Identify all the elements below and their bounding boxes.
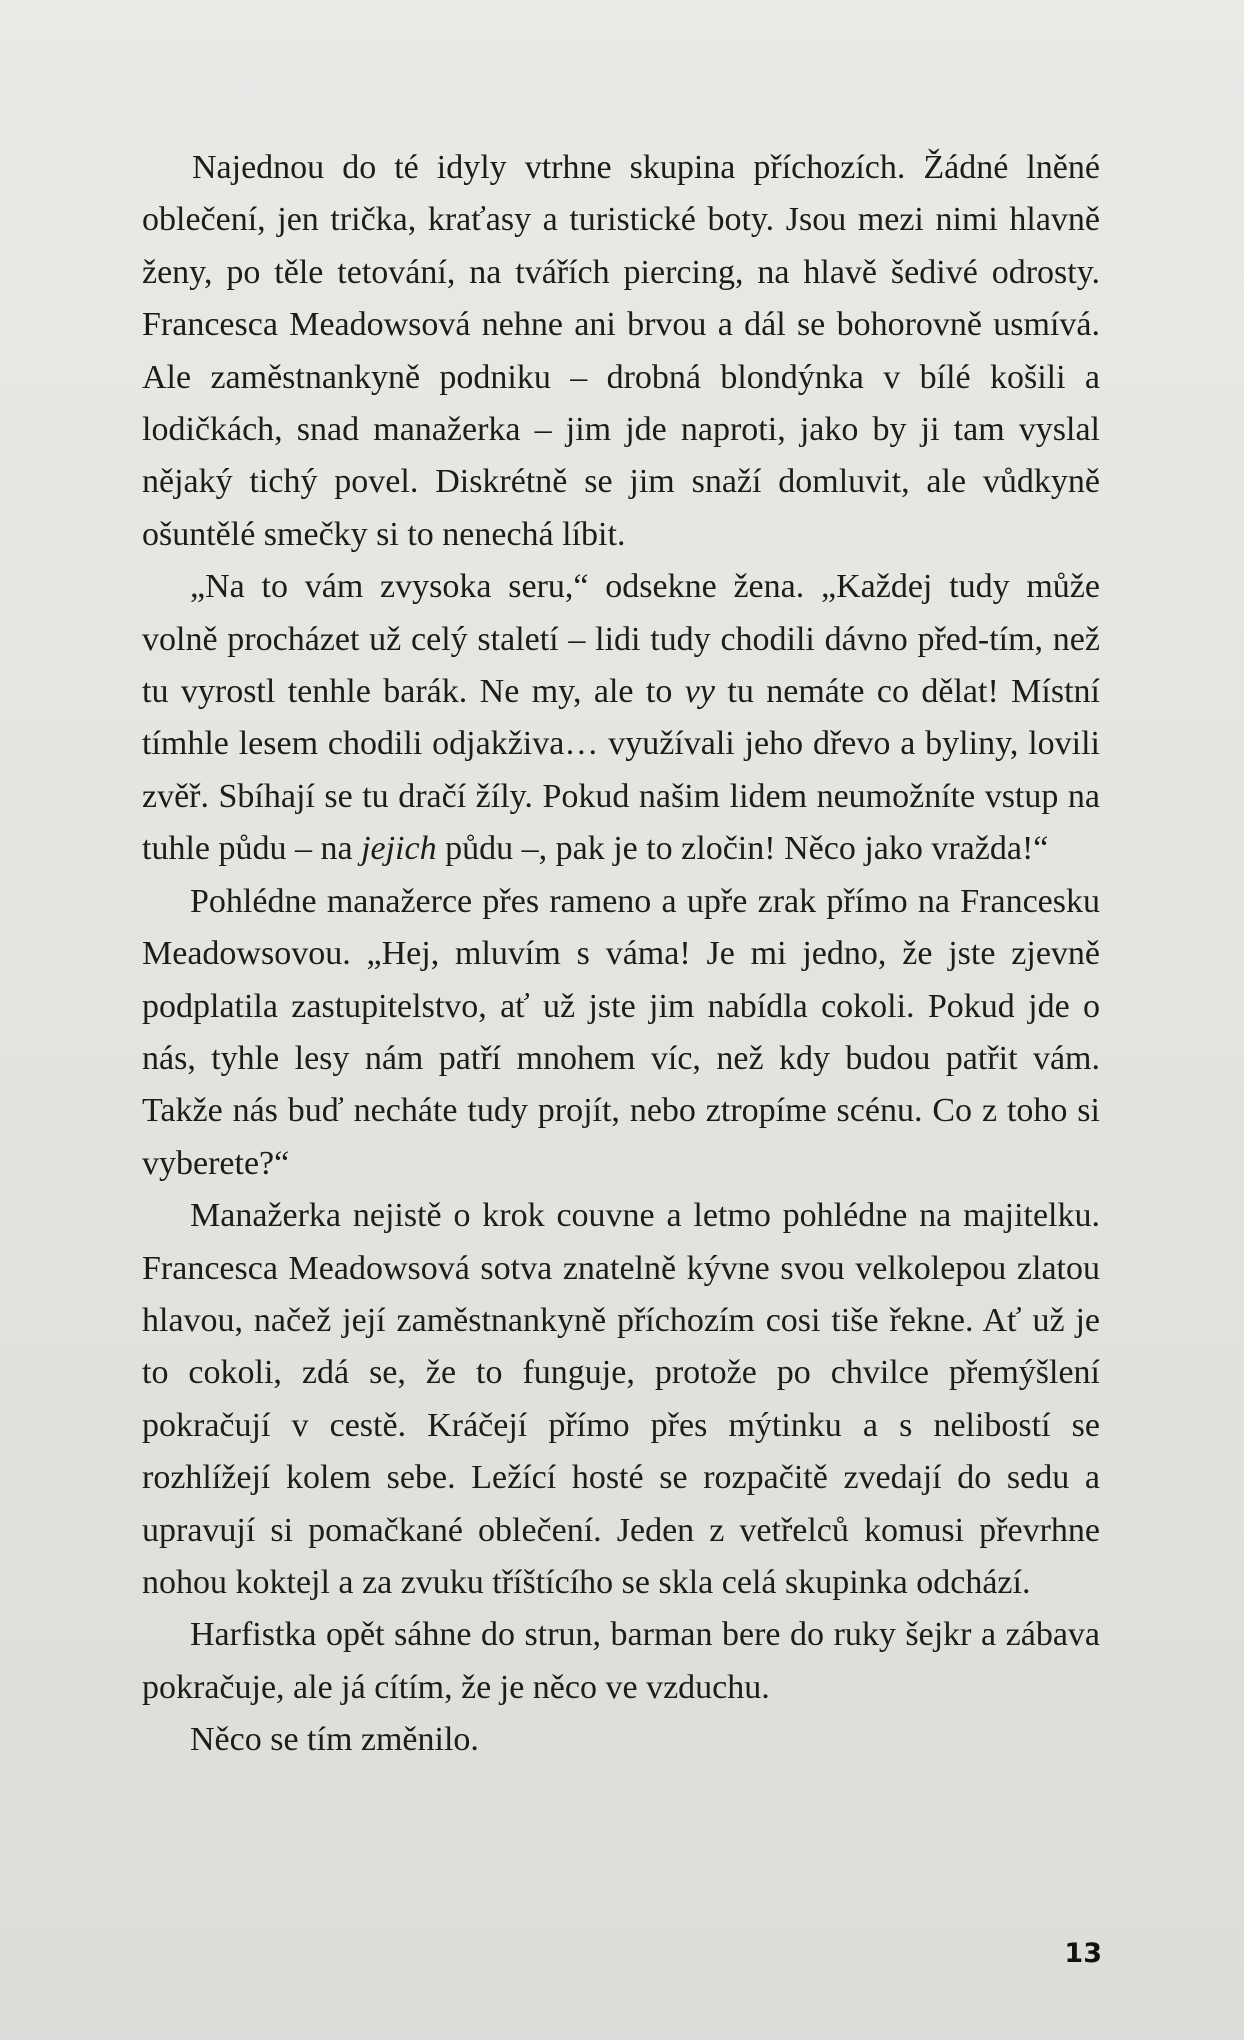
paragraph-2-part-a: „Na to vám zvysoka seru,“ odsekne žena. „Každej tudy může volně procházet už celý staletí – lidi tudy chodili dávno před-tím, než tu vyrostl tenhle barák. Ne my, ale to — [142, 568, 1100, 711]
paragraph-2 — [142, 561, 1100, 875]
paragraph-2-part-b: tu nemáte co dělat! Místní tímhle lesem chodili odjakživa… využívali jeho dřevo a byliny, lovili zvěř. Sbíhají se tu dračí žíly. Pokud našim lidem neumožníte vstup na tuhle půdu – na — [142, 673, 1100, 868]
paragraph-6: Něco se tím změnilo. — [190, 1721, 479, 1759]
emphasis-jejich: jejich — [361, 830, 437, 868]
body-text — [142, 142, 1100, 1767]
emphasis-vy: vy — [684, 673, 715, 711]
paragraph-3: Pohlédne manažerce přes rameno a upře zrak přímo na Francesku Meadowsovou. „Hej, mluvím s váma! Je mi jedno, že jste zjevně podplatila zastupitelstvo, ať už jste jim nabídla cokoli. Pokud jde o nás, tyhle lesy nám patří mnohem víc, než kdy budou patřit vám. Takže nás buď necháte tudy projít, nebo ztropíme scénu. Co z toho si vyberete?“ — [142, 882, 1100, 1182]
page-number: 13 — [1064, 1938, 1102, 1969]
paragraph-4: Manažerka nejistě o krok couvne a letmo pohlédne na majitelku. Francesca Meadowsová sotva znatelně kývne svou velkolepou zlatou hlavou, načež její zaměstnankyně příchozím cosi tiše řekne. Ať už je to cokoli, zdá se, že to funguje, protože po chvilce přemýšlení pokračují v cestě. Kráčejí přímo přes mýtinku a s nelibostí se rozhlížejí kolem sebe. Ležící hosté se rozpačitě zvedají do sedu a upravují si pomačkané oblečení. Jeden z vetřelců komusi převrhne nohou koktejl a za zvuku tříštícího se skla celá skupinka odchází. — [142, 1197, 1100, 1601]
paragraph-5: Harfistka opět sáhne do strun, barman bere do ruky šejkr a zábava pokračuje, ale já cítím, že je něco ve vzduchu. — [142, 1616, 1100, 1706]
paragraph-2-part-c: půdu –, pak je to zločin! Něco jako vražda!“ — [436, 830, 1049, 868]
paragraph-1: Najednou do té idyly vtrhne skupina příchozích. Žádné lněné oblečení, jen trička, kraťasy a turistické boty. Jsou mezi nimi hlavně ženy, po těle tetování, na tvářích piercing, na hlavě šedivé odrosty. Francesca Meadowsová nehne ani brvou a dál se bohorovně usmívá. Ale zaměstnankyně podniku – drobná blondýnka v bílé košili a lodičkách, snad manažerka – jim jde naproti, jako by ji tam vyslal nějaký tichý povel. Diskrétně se jim snaží domluvit, ale vůdkyně ošuntělé smečky si to nenechá líbit. — [142, 149, 1100, 553]
